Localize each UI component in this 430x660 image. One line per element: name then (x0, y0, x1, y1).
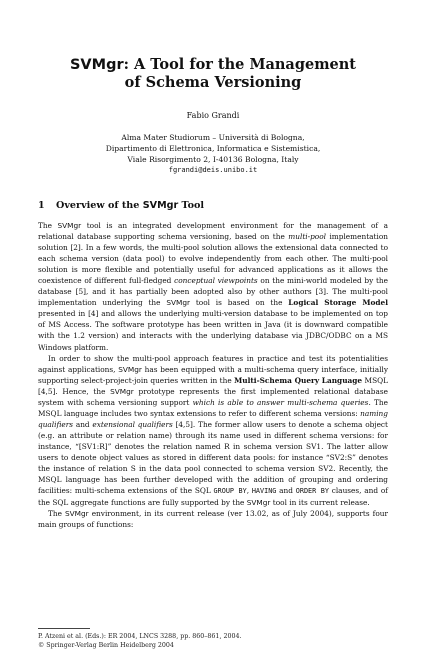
paragraph-3 (38, 508, 388, 530)
paragraph-2 (38, 353, 388, 509)
paper-title (38, 0, 388, 91)
affiliation-line-2: Dipartimento di Elettronica, Informatica e Sistemistica, (105, 144, 321, 153)
text-run: presented in [4] and allows the underlying multi-version database to be implemented on top of MS Access. The software prototype has been written in Java (it is downward compatible with the 1.2 version) and interacts with the underlying database via JDBC/ODBC on a MS Windows platform. (38, 309, 388, 352)
text-run: , (246, 486, 252, 496)
title-line-2: of Schema Versioning (124, 74, 302, 91)
affiliation-line-3: Viale Risorgimento 2, I-40136 Bologna, Italy (127, 155, 299, 164)
section-title-prefix: Overview of the (56, 200, 143, 211)
emphasis: multi-pool (288, 232, 326, 242)
section-number: 1 (38, 200, 45, 211)
text-run: tool in its current release. (270, 498, 370, 508)
brand-name: SVMgr (166, 298, 191, 308)
text-run: implementation solution [2]. In a few words, the multi-pool solution allows the extensional data connected to each schema version (data pool) to evolve independently from each other. The multi-pool solution is more flexible and potentially useful for advanced applications as it allows the coexistence of different full-fledged (38, 232, 388, 286)
section-title-brand: SVMgr (142, 200, 179, 211)
text-run: . The MSQL language includes two syntax extensions to refer to different schema versions: (38, 397, 388, 418)
copyright-line: © Springer-Verlag Berlin Heidelberg 2004 (38, 641, 174, 649)
bold-term: Logical Storage Model (288, 298, 389, 308)
code-keyword: HAVING (251, 487, 277, 496)
title-brand: SVMgr (69, 57, 124, 73)
section-title-suffix: Tool (178, 200, 205, 211)
author-email: fgrandi@deis.unibo.it (168, 166, 258, 174)
brand-name: SVMgr (65, 509, 89, 519)
text-run: [4,5]. The former allow users to denote a schema object (e.g. an attribute or relation name) through its name used in different schema versions: for instance, “[SV1:R]” denotes the relation named R in schema version SV1. The latter allow users to denote object values as stored in different data pools: for instance “SV2:S” denotes the instance of relation S in the data pool connected to schema version SV2. Recently, the MSQL language has been further developed with the addition of grouping and ordering facilities: multi-schema extensions of the SQL (38, 419, 388, 496)
text-run: prototype represents the first implemented relational database system with schema versioning support (38, 386, 388, 407)
emphasis: extensional qualifiers (92, 419, 173, 429)
citation-line: P. Atzeni et al. (Eds.): ER 2004, LNCS 3288, pp. 860–861, 2004. (38, 633, 242, 640)
text-run: has been equipped with a multi-schema query interface, initially supporting select-project-join queries written in the (38, 364, 389, 385)
emphasis: which is able to answer multi-schema queries (192, 397, 369, 407)
title-line-1 (38, 56, 388, 74)
text-run: and (276, 486, 296, 496)
paragraph-1 (38, 220, 388, 353)
bold-term: Multi-Schema Query Language (234, 375, 363, 385)
text-run: MSQL [4,5]. Hence, the (38, 375, 388, 396)
footer-rule (38, 628, 90, 629)
text-run: and (73, 419, 93, 429)
title-line-1-rest: : A Tool for the Management (123, 56, 356, 73)
brand-name: SVMgr (110, 386, 134, 396)
brand-name: SVMgr (246, 498, 271, 508)
author-name: Fabio Grandi (186, 111, 240, 120)
text-run: environment, in its current release (ver 13.02, as of July 2004), supports four main groups of functions: (38, 509, 389, 530)
affiliation-line-1: Alma Mater Studiorum – Università di Bologna, (121, 133, 305, 142)
emphasis: naming qualifiers (38, 408, 388, 429)
brand-name: SVMgr (57, 221, 82, 230)
text-run: on the mini-world modeled by the database [5], and it has partially been adopted also by other authors [3]. The multi-pool implementation underlying the (38, 276, 389, 308)
code-keyword: ORDER BY (295, 487, 329, 496)
emphasis: conceptual viewpoints (174, 276, 258, 286)
code-keyword: GROUP BY (213, 487, 247, 496)
text-run: clauses, and of the SQL aggregate functions are fully supported by the (38, 486, 389, 508)
text-run: tool is an integrated development environment for the management of a relational database supporting schema versioning, based on the (38, 221, 388, 242)
text-run: In order to show the multi-pool approach features in practice and test its potentialities against applications, (38, 353, 388, 374)
page-footer (38, 633, 241, 650)
text-run: The (48, 509, 65, 519)
text-run: tool is based on the (190, 298, 289, 308)
text-run: The (38, 221, 58, 230)
section-heading (38, 200, 388, 211)
affiliation (38, 132, 388, 176)
section-body (38, 220, 388, 530)
brand-name: SVMgr (118, 364, 142, 374)
